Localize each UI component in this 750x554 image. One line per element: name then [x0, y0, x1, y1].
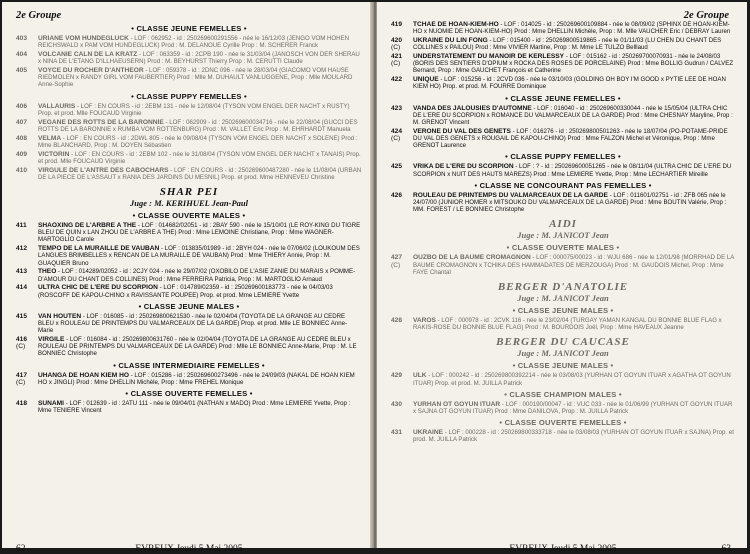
judge-line: Juge : M. JANICOT Jean [517, 293, 609, 304]
dog-details: - LOF : 016085 - id : 250269800621530 - née le 02/04/04 (TOYOTA DE LA GRANGE AU CEDRE BLEU x ROULEAU DE PRINTEMPS DU VALMARCEAUX DE LA GARDE) Prop. et prod. Mlle LE BONNIEC Anne-Marie [38, 312, 348, 335]
dog-details: - LOF : 011601/02751 - id : ZFB 065 née le 24/07/00 (JUNIOR HOMER x MITSOUKO DU VALMARCEAUX DE LA GARDE) Prod : Mme BOUTIN Valérie, Prop : MM. FOREST / LE BONNIEC Christophe [413, 191, 727, 214]
dog-details: - LOF : 013835/01989 - id : 2BYH 024 - née le 07/06/02 (LOUKOUM DES LANGUES BRIMBELLES x RENCAN DE LA MURAILLE DE VAUBAN) Prod : Mme THIERY Annie, Prop : M. GUAQUIER Bruno [38, 245, 360, 267]
catalog-entry [16, 268, 362, 282]
catalog-entry [16, 313, 362, 335]
dog-name: VIRGILE [38, 336, 65, 344]
left-page-content [16, 24, 362, 414]
entry-number-value: 420 [391, 37, 403, 44]
entry-number [16, 268, 38, 282]
entry-number [391, 401, 413, 415]
entry-number [16, 51, 38, 65]
entry-number-value: 424 [391, 127, 403, 135]
class-heading: • CLASSE JEUNE MALES • [138, 301, 240, 311]
entry-number-value: 410 [16, 166, 28, 174]
entry-number [16, 313, 38, 335]
breed-title: BERGER D'ANATOLIE [497, 281, 629, 294]
class-heading: • CLASSE JEUNE FEMELLES • [505, 93, 621, 103]
entry-body [38, 151, 362, 165]
dog-details: - LOF : 059378 - id : 2DNC 096 - née le 28/03/04 (GIACOMO VOM HAUSE RIEDMOLEN x RANDY GIRL VOM FAUBERTIER) Prod : Mlle M. DUHAULT VANLUGGENE, Prop : Mlle MOULARD Anne-Sophie [38, 67, 353, 89]
catalog-entry [16, 167, 362, 181]
entry-body [413, 37, 735, 51]
catalog-entry [391, 163, 735, 177]
page-number: 63 [721, 544, 731, 554]
entry-body [38, 400, 362, 414]
entry-body [38, 119, 362, 133]
dog-name: UKRAINE DU LIN FONG [413, 37, 488, 44]
dog-name: VEGANE DES ROTTS DE LA BARONNIE [38, 118, 164, 126]
dog-name: URIANE VOM HUNDEGLUCK [38, 35, 129, 42]
catalog-entry [16, 336, 362, 358]
entry-number-value: 405 [16, 67, 28, 74]
dog-name: UHANGA DE HOAN KIEM HO [38, 371, 129, 379]
reserve-mark: (C) [16, 343, 26, 351]
catalog-entry [391, 254, 735, 276]
entry-body [413, 53, 735, 75]
dog-details: - LOF : 016040 - id : 250269600330044 - née le 15/05/04 (ULTRA CHIC DE L'ERE DU SCORPION x ROMANCE DU VALMARCEAUX DE LA GARDE) Prod : Mme CHESNAY Maryline, Prop : M. GRENOT Vincent [413, 104, 733, 127]
entry-number-value: 430 [391, 400, 403, 408]
dog-details: - LOF : 000190/00047 - id : VUC 033 - née le 01/06/99 (YURHAN OT GOYUN ITUAR x SAJNA OT GOYUN ITUAR) Prod : Mme DANILOVA, Prop : M. JUILLA Patrick [413, 400, 733, 416]
group-heading: 2e Groupe [683, 10, 729, 21]
entry-number-value: 425 [391, 163, 403, 171]
entry-body [413, 317, 735, 331]
entry-number-value: 428 [391, 317, 403, 325]
entry-number [16, 284, 38, 298]
entry-number [16, 35, 38, 49]
entry-number-value: 414 [16, 284, 28, 292]
dog-name: VALLAURIS [38, 102, 76, 110]
entry-body [38, 67, 362, 89]
class-heading: • CLASSE JEUNE FEMELLES • [131, 24, 247, 33]
class-heading: • CLASSE OUVERTE MALES • [132, 211, 246, 221]
entry-number-value: 407 [16, 118, 28, 126]
dog-name: UNDERSTATEMENT DU MANOIR DE KERLESSY [413, 53, 565, 60]
dog-name: VANDA DES JALOUSIES D'AUTOMNE [413, 104, 532, 112]
entry-number-value: 427 [391, 254, 403, 262]
dog-name: VICTORIN [38, 150, 70, 158]
entry-number [391, 254, 413, 276]
judge-line: Juge : M. JANICOT Jean [517, 348, 609, 359]
entry-number-value: 411 [16, 222, 27, 230]
dog-details: - LOF : 015256 - id : 2CVD 036 - née le 03/10/03 (GOLDING OH BOY I'M GOOD x PYTIE LEE DE HOAN KIEM HO) Prop. et prod. M. FOURRE Dominique [413, 76, 726, 91]
entry-number [391, 37, 413, 51]
entry-number-value: 423 [391, 104, 403, 112]
dog-details: - LOF : 016276 - id : 250269800501263 - née le 18/07/04 (PO-POTAME-PRIDE DU VAL DES GENETS x ROUGAIL DE KAPOU-CHINO) Prod : Mme FALZON Michel et Véronique, Prop : Mme GRENOT Laurence [413, 127, 728, 150]
entry-number-value: 404 [16, 51, 28, 58]
entry-number [391, 128, 413, 150]
entry-number-value: 406 [16, 102, 28, 110]
entry-number [16, 151, 38, 165]
catalog-entry [391, 372, 735, 386]
entry-body [413, 254, 735, 276]
left-page [2, 2, 374, 554]
entry-number [16, 103, 38, 117]
entry-body [38, 135, 362, 149]
dog-details: - LOF : 000228 - id : 250269800333718 - née le 03/08/03 (YURHAN OT GOYUN ITUAR x SAJNA) Prop. et prod. M. JUILLA Patrick [413, 429, 734, 444]
class-heading: • CLASSE PUPPY FEMELLES • [505, 152, 621, 162]
reserve-mark: (C) [16, 378, 26, 386]
dog-name: THEO [38, 268, 57, 276]
catalog-entry [16, 222, 362, 244]
reserve-mark: (C) [391, 261, 401, 269]
entry-body [38, 284, 362, 298]
catalog-entry [16, 400, 362, 414]
entry-number [16, 67, 38, 89]
catalog-entry [16, 284, 362, 298]
entry-number-value: 431 [391, 429, 403, 437]
catalog-entry [16, 245, 362, 267]
event-place-date: EVREUX Jeudi 5 Mai 2005 [509, 544, 617, 554]
entry-number [16, 372, 38, 386]
entry-number [391, 163, 413, 177]
breed-section-header [391, 336, 735, 358]
entry-number-value: 409 [16, 150, 28, 158]
entry-body [38, 245, 362, 267]
event-place-date: EVREUX Jeudi 5 Mai 2005 [135, 544, 243, 554]
class-heading: • CLASSE OUVERTE MALES • [506, 243, 620, 253]
entry-body [413, 163, 735, 177]
entry-number-value: 416 [16, 336, 28, 344]
entry-number [391, 429, 413, 443]
dog-details: - LOF : 016084 - id : 250269800631760 - née le 02/04/04 (TOYOTA DE LA GRANGE AU CEDRE BLEU x ROULEAU DE PRINTEMPS DU VALMARCEAUX DE LA GARDE) Prod : Mlle LE BONNIEC Anne-Marie, Prop : M. LE BONNIEC Christophe [38, 336, 357, 358]
breed-title: AIDI [549, 218, 577, 231]
entry-number-value: 422 [391, 76, 403, 84]
reserve-mark: (C) [391, 60, 401, 68]
dog-name: YURHAN OT GOYUN ITUAR [413, 400, 501, 408]
right-page [377, 2, 747, 554]
dog-name: TEMPO DE LA MURAILLE DE VAUBAN [38, 245, 160, 253]
dog-details: - LOF : 015400 - id : 250269800519865 - née le 01/11/03 (LU CHEN DU CHANT DES COLLINES x PAILOU) Prod : Mme VIVIER Martine, Prop : M. Mme LE TULZO Belllaud [413, 37, 722, 52]
breed-section-header [391, 218, 735, 240]
catalog-entry [16, 119, 362, 133]
entry-number-value: 408 [16, 134, 28, 142]
entry-number-value: 429 [391, 372, 403, 380]
catalog-entry [391, 21, 735, 35]
entry-body [413, 429, 735, 443]
catalog-entry [16, 67, 362, 89]
catalog-entry [391, 76, 735, 90]
breed-title: BERGER DU CAUCASE [496, 336, 630, 349]
dog-details: - LOF : 014289/02052 - id : 2CJY 024 - née le 29/07/02 (OXOBILO DE L'ASIE ZANIE DU MARAIS x POMME-D'AMOUR DU CHANT DES COLLINES) Prod : Mme FERREIRA Patricia, Prop : M. MARTOGLIO Arnaud [38, 268, 356, 283]
dog-name: VELMA [38, 134, 62, 142]
catalog-entry [16, 151, 362, 165]
dog-details: - LOF : EN COURS - id : 2EBM 131 - née le 12/08/04 (TYSON VOM ENGEL DER NACHT x RUSTY) Prop. et prod. Mlle FOUCAUD Virginie [38, 102, 350, 117]
class-heading: • CLASSE PUPPY FEMELLES • [131, 91, 247, 101]
catalog-entry [16, 35, 362, 49]
entry-number-value: 418 [16, 400, 28, 408]
dog-details: - LOF : 014682/02051 - id : 2BAY 590 - née le 15/10/01 (LE ROY-KING DU TIGRE BLEU DE QUIN x LAN ZHOU DE L'ARBRE A THE) Prod : Mme LEMOINE Christiane, Prop : Mme WAGNER-MARTOGLIO Carole [38, 222, 361, 244]
entry-body [38, 51, 362, 65]
entry-body [413, 21, 735, 35]
dog-details: - LOF : 000242 - id : 250269800392214 - née le 03/08/03 (YURHAN OT GOYUN ITUAR x AGATHA OT GOYUN ITUAR) Prop. et prod. M. JUILLA Patrick [413, 372, 731, 387]
catalog-entry [391, 317, 735, 331]
entry-body [38, 222, 362, 244]
entry-number-value: 417 [16, 371, 28, 379]
judge-line: Juge : M. KERIHUEL Jean-Paul [130, 198, 248, 209]
entry-body [38, 103, 362, 117]
entry-number-value: 415 [16, 312, 28, 320]
entry-body [38, 372, 362, 386]
dog-details: - LOF : 015162 - id : 250269700070931 - née le 24/08/03 (BORIS DES SENTIERS D'OPIUM x ROCKA DES ROSES DE PORCELAINE) Prod : Mme BOLLIG Gudrun / CALVEZ Bernard, Prop : Mme GAUCHET François et Catherine [413, 53, 734, 75]
dog-details: - LOF : 000978 - id : 2CVK 116 - née le 23/02/04 (TURGAY YAMAN KANGAL DU BONNIE BLUE FLAG x RAKIS-ROSE DU BONNIE BLUE FLAG) Prod : M. BOURDOIS Joël, Prop : Mme HAVEAUX Jeanne [413, 317, 722, 332]
entry-body [413, 76, 735, 90]
entry-number-value: 419 [391, 21, 403, 28]
class-heading: • CLASSE INTERMEDIAIRE FEMELLES • [113, 360, 265, 370]
dog-details: - LOF : EN COURS - id : 250269600487280 - née le 11/08/04 (URBAN DE LA PIECE DE L'ASSAUT x RANIA DES JARDINS DU MESNIL) Prop. et prod. Mme HENNEVEU Christine [38, 166, 362, 181]
dog-name: SUNAMI [38, 400, 65, 408]
dog-name: TCHAE DE HOAN-KIEM-HO [413, 21, 499, 28]
dog-details: - LOF : 014025 - id : 250269600109884 - née le 08/09/02 (SPHINX DE HOAN-KIEM-HO x NUOMIE DE HOAN-KIEM-HO) Prod : Mme DHELLIN Michèle, Prop : M. Mlle VAUCHER Eric / DEBRAY Lauren [413, 21, 731, 36]
class-heading: • CLASSE JEUNE MALES • [512, 306, 614, 316]
class-heading: • CLASSE CHAMPION MALES • [504, 389, 622, 399]
catalog-entry [391, 37, 735, 51]
entry-body [38, 336, 362, 358]
dog-details: - LOF : EN COURS - id : 2EBM 102 - née le 31/08/04 (TYSON VOM ENGEL DER NACHT x TANAIS) Prop. et prod. Mlle FOUCAUD Virginie [38, 150, 361, 165]
catalog-entry [16, 103, 362, 117]
dog-details: - LOF : 015286 - id : 250269600273496 - née le 24/09/03 (NAKAL DE HOAN KIEM HO x JINGLI) Prod : Mme DHELLIN Michèle, Prop : Mme FREHEL Monique [38, 371, 355, 386]
entry-body [413, 128, 735, 150]
entry-number [391, 317, 413, 331]
dog-name: VAROS [413, 317, 436, 325]
dog-name: SHAOXING DE L'ARBRE A THE [38, 222, 137, 230]
entry-number-value: 413 [16, 268, 28, 276]
group-heading: 2e Groupe [16, 10, 62, 21]
entry-number [391, 192, 413, 214]
entry-number [391, 21, 413, 35]
entry-body [413, 192, 735, 214]
dog-name: VERONE DU VAL DES GENETS [413, 127, 511, 135]
dog-name: UNIQUE [413, 76, 439, 84]
entry-number [391, 76, 413, 90]
dog-name: ULTRA CHIC DE L'ERE DU SCORPION [38, 284, 158, 292]
entry-body [413, 372, 735, 386]
entry-number [16, 222, 38, 244]
catalog-entry [391, 53, 735, 75]
entry-number-value: 421 [391, 53, 403, 60]
dog-details: - LOF : 063359 - id : 2CPB 190 - née le 31/03/04 (JANOSCH VON DER SHERAU x NINA DE L'ETANG D'ILLHAEUSERN) Prod : M. BEYHURST Thierry Prop : M. CERUTTI Claude [38, 51, 360, 66]
page-number: 62 [16, 544, 26, 554]
dog-name: ULK [413, 372, 427, 380]
entry-body [38, 313, 362, 335]
dog-details: - LOF : ? - id : 250269600051265 - née le 08/11/04 (ULTRA CHIC DE L'ERE DU SCORPION x NUIT DES HAUTS MAREZS) Prod : Mme LEMIERE Yvette, Prop : Mme LECHARTIER Mireille [413, 163, 732, 178]
breed-section-header [391, 281, 735, 303]
dog-name: UKRAINE [413, 429, 444, 437]
entry-body [413, 105, 735, 127]
right-page-content [391, 21, 735, 444]
entry-body [38, 35, 362, 49]
class-heading: • CLASSE OUVERTE FEMELLES • [499, 418, 627, 428]
entry-number [16, 167, 38, 181]
dog-name: VAN HOUTEN [38, 312, 82, 320]
catalog-entry [16, 372, 362, 386]
dog-name: VOLCANIE CALN DE LA KRATZ [38, 51, 138, 58]
class-heading: • CLASSE NE CONCOURANT PAS FEMELLES • [474, 180, 652, 190]
breed-section-header [16, 186, 362, 208]
catalog-entry [16, 51, 362, 65]
breed-title: SHAR PEI [159, 186, 219, 199]
dog-name: VRIKA DE L'ERE DU SCORPION [413, 163, 514, 171]
dog-name: VOYCE DU ROCHER D'ANTHEOR [38, 67, 144, 74]
entry-number [16, 245, 38, 267]
entry-body [38, 167, 362, 181]
dog-details: - LOF : 062909 - id : 250269600034716 - née le 22/08/04 (GUCCI DES ROTTS DE LA BARONNIE x RUMBA VOM ROTTENBURG) Prod : M. VALLET Eric Prop : M. EHRHARDT Manuela [38, 118, 358, 133]
entry-number [16, 119, 38, 133]
entry-number [16, 336, 38, 358]
dog-details: - LOF : 062952 - id : 250269600291556 - née le 16/12/03 (JENGO VOM HOHEN REICHSWALD x PAM VOM HUNDEGLUCK) Prod : M. DELANOUE Cyrille Prop : M. SCHERER Franck [38, 35, 350, 50]
entry-number [391, 105, 413, 127]
class-heading: • CLASSE OUVERTE FEMELLES • [125, 389, 253, 399]
entry-number [391, 372, 413, 386]
catalog-entry [391, 429, 735, 443]
dog-details: - LOF : 000075/00023 - id : WJU 686 - née le 12/01/98 (MORRHAD DE LA BAUME CROMAGNON x TCHIKA DES HAMMADATES DE MERZOUGA) Prod : M. GAUDOIS Michel, Prop : Mme FAYE Chantal [413, 254, 734, 276]
dog-name: OUZBO DE LA BAUME CROMAGNON [413, 254, 531, 262]
entry-body [38, 268, 362, 282]
catalog-entry [391, 128, 735, 150]
entry-number-value: 426 [391, 191, 403, 199]
reserve-mark: (C) [391, 44, 401, 52]
class-heading: • CLASSE JEUNE MALES • [512, 361, 614, 371]
dog-name: ROULEAU DE PRINTEMPS DU VALMARCEAUX DE LA GARDE [413, 191, 608, 199]
entry-body [413, 401, 735, 415]
dog-details: - LOF : 014789/02359 - id : 250269600183773 - née le 04/03/03 (ROSCOFF DE KAPOU-CHINO x RAVISSANTE POUPEE) Prop. et prod. Mme LEMIERE Yvette [38, 284, 333, 299]
entry-number [391, 53, 413, 75]
entry-number-value: 412 [16, 245, 28, 253]
dog-details: - LOF : EN COURS - id : 2DWL 805 - née le 09/08/04 (TYSON VOM ENGEL DER NACHT x SOLENE) Prod : Mme BLANCHARD, Prop : M. DOYEN Sébastien [38, 134, 358, 149]
catalog-entry [391, 192, 735, 214]
catalog-entry [391, 401, 735, 415]
judge-line: Juge : M. JANICOT Jean [517, 230, 609, 241]
entry-number [16, 135, 38, 149]
entry-number [16, 400, 38, 414]
entry-number-value: 403 [16, 35, 28, 42]
dog-details: - LOF : 012639 - id : 2ATU 111 - née le 09/04/01 (NATHAN x MADO) Prod : Mme LEMIERE Yvette, Prop : Mme TENIERE Vincent [38, 400, 351, 415]
catalog-entry [391, 105, 735, 127]
dog-name: VIRGULE DE L'ANTRE DES CABOCHARS [38, 166, 169, 174]
reserve-mark: (C) [391, 135, 401, 143]
catalog-entry [16, 135, 362, 149]
